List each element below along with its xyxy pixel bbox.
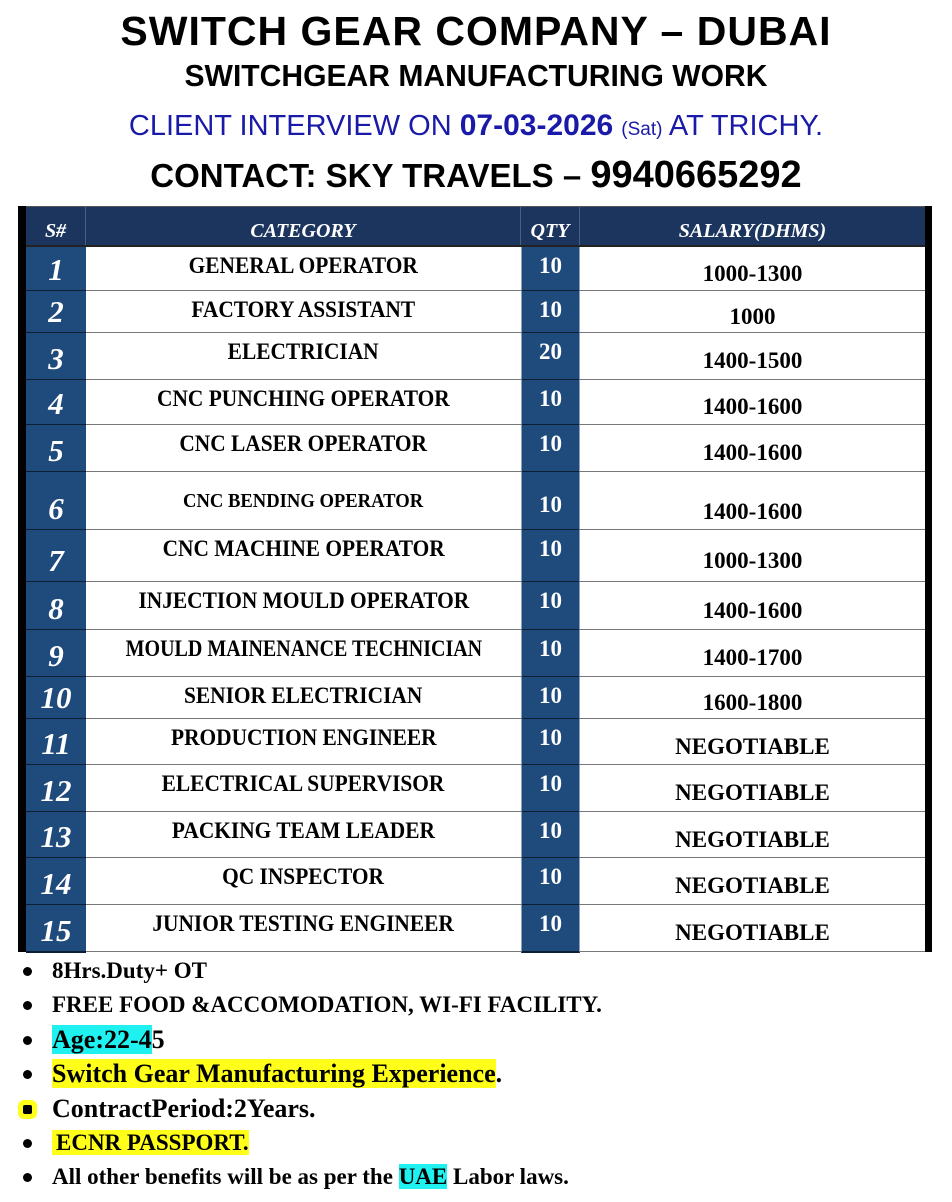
row-salary: 1400-1600 xyxy=(580,472,925,529)
interview-day: (Sat) xyxy=(621,119,663,140)
table-row xyxy=(26,812,932,858)
benefit-duty: 8Hrs.Duty+ OT xyxy=(20,954,602,988)
row-salary: NEGOTIABLE xyxy=(580,765,925,811)
row-index: 7 xyxy=(26,530,86,583)
benefit-contract: ContractPeriod:2Years. xyxy=(20,1092,602,1126)
table-row xyxy=(26,765,932,812)
table-row xyxy=(26,677,932,719)
bullet-icon xyxy=(23,1036,32,1045)
interview-date: 07-03-2026 xyxy=(459,109,614,142)
row-qty: 10 xyxy=(521,380,580,426)
vacancy-table xyxy=(18,206,932,952)
table-row xyxy=(26,291,932,333)
job-subtitle: SWITCHGEAR MANUFACTURING WORK xyxy=(184,58,768,93)
row-qty: 10 xyxy=(521,425,580,473)
row-category: GENERAL OPERATOR xyxy=(86,247,521,290)
row-category: CNC BENDING OPERATOR xyxy=(86,472,521,529)
row-salary: NEGOTIABLE xyxy=(580,719,925,764)
table-row xyxy=(26,858,932,905)
row-category: JUNIOR TESTING ENGINEER xyxy=(86,905,521,951)
column-header-salary: SALARY(DHMS) xyxy=(580,207,925,245)
row-qty: 10 xyxy=(521,719,580,766)
row-qty: 10 xyxy=(521,472,580,531)
benefit-experience: Switch Gear Manufacturing Experience. xyxy=(20,1057,602,1091)
row-category: PACKING TEAM LEADER xyxy=(86,812,521,857)
bullet-icon xyxy=(23,967,32,976)
benefit-passport: ECNR PASSPORT. xyxy=(20,1126,602,1160)
row-index: 4 xyxy=(26,380,86,426)
row-index: 5 xyxy=(26,425,86,473)
row-index: 11 xyxy=(26,719,86,766)
row-category: CNC MACHINE OPERATOR xyxy=(86,530,521,581)
row-index: 14 xyxy=(26,858,86,906)
table-row xyxy=(26,425,932,472)
row-index: 2 xyxy=(26,291,86,334)
row-qty: 10 xyxy=(521,247,580,292)
row-salary: 1400-1500 xyxy=(580,333,925,379)
row-category: CNC PUNCHING OPERATOR xyxy=(86,380,521,424)
row-qty: 10 xyxy=(521,858,580,906)
row-salary: 1400-1600 xyxy=(580,425,925,471)
row-salary: 1000-1300 xyxy=(580,247,925,290)
table-row xyxy=(26,630,932,677)
column-header-sn: S# xyxy=(26,207,86,245)
bullet-icon xyxy=(23,1173,32,1182)
row-index: 15 xyxy=(26,905,86,953)
row-salary: 1400-1600 xyxy=(580,582,925,629)
column-header-qty: QTY xyxy=(521,207,580,245)
row-qty: 10 xyxy=(521,530,580,583)
row-category: SENIOR ELECTRICIAN xyxy=(86,677,521,718)
row-index: 6 xyxy=(26,472,86,531)
row-category: PRODUCTION ENGINEER xyxy=(86,719,521,764)
row-qty: 20 xyxy=(521,333,580,381)
row-salary: NEGOTIABLE xyxy=(580,858,925,904)
benefit-food: FREE FOOD &ACCOMODATION, WI-FI FACILITY. xyxy=(20,988,602,1022)
row-category: FACTORY ASSISTANT xyxy=(86,291,521,332)
contact-phone: 9940665292 xyxy=(590,154,802,196)
row-category: ELECTRICIAN xyxy=(86,333,521,379)
row-salary: 1400-1700 xyxy=(580,630,925,676)
benefit-age: Age:22-45 xyxy=(20,1023,602,1057)
row-index: 3 xyxy=(26,333,86,381)
row-index: 9 xyxy=(26,630,86,678)
bullet-icon xyxy=(23,1070,32,1079)
column-header-category: CATEGORY xyxy=(86,207,521,245)
table-row xyxy=(26,333,932,380)
row-category: CNC LASER OPERATOR xyxy=(86,425,521,471)
row-category: ELECTRICAL SUPERVISOR xyxy=(86,765,521,811)
interview-line xyxy=(0,106,952,150)
table-row xyxy=(26,905,932,952)
table-row xyxy=(26,472,932,530)
table-row xyxy=(26,719,932,765)
row-qty: 10 xyxy=(521,905,580,953)
row-index: 12 xyxy=(26,765,86,813)
row-qty: 10 xyxy=(521,765,580,813)
row-qty: 10 xyxy=(521,812,580,859)
table-row xyxy=(26,247,932,291)
interview-suffix: AT TRICHY. xyxy=(662,110,824,142)
benefit-labor-laws: All other benefits will be as per the UAE Labor laws. xyxy=(20,1160,602,1194)
bullet-icon xyxy=(23,1139,32,1148)
row-index: 10 xyxy=(26,677,86,720)
table-row xyxy=(26,530,932,582)
row-salary: NEGOTIABLE xyxy=(580,905,925,951)
benefits-list xyxy=(20,954,602,1195)
row-qty: 10 xyxy=(521,291,580,334)
row-salary: NEGOTIABLE xyxy=(580,812,925,857)
interview-prefix: CLIENT INTERVIEW ON xyxy=(128,110,460,142)
bullet-icon xyxy=(23,1001,32,1010)
row-salary: 1000 xyxy=(580,291,925,332)
row-index: 1 xyxy=(26,247,86,292)
contact-line xyxy=(0,153,952,198)
table-header-row xyxy=(26,206,932,247)
table-row xyxy=(26,380,932,425)
row-index: 13 xyxy=(26,812,86,859)
table-row xyxy=(26,582,932,630)
row-salary: 1600-1800 xyxy=(580,677,925,718)
row-qty: 10 xyxy=(521,630,580,678)
row-salary: 1000-1300 xyxy=(580,530,925,581)
row-salary: 1400-1600 xyxy=(580,380,925,424)
company-title: SWITCH GEAR COMPANY – DUBAI xyxy=(120,8,832,54)
contact-prefix: CONTACT: SKY TRAVELS – xyxy=(150,157,591,194)
row-qty: 10 xyxy=(521,582,580,631)
row-category: QC INSPECTOR xyxy=(86,858,521,904)
bullet-icon xyxy=(23,1105,32,1114)
row-index: 8 xyxy=(26,582,86,631)
row-category: MOULD MAINENANCE TECHNICIAN xyxy=(86,630,521,676)
row-category: INJECTION MOULD OPERATOR xyxy=(86,582,521,629)
row-qty: 10 xyxy=(521,677,580,720)
